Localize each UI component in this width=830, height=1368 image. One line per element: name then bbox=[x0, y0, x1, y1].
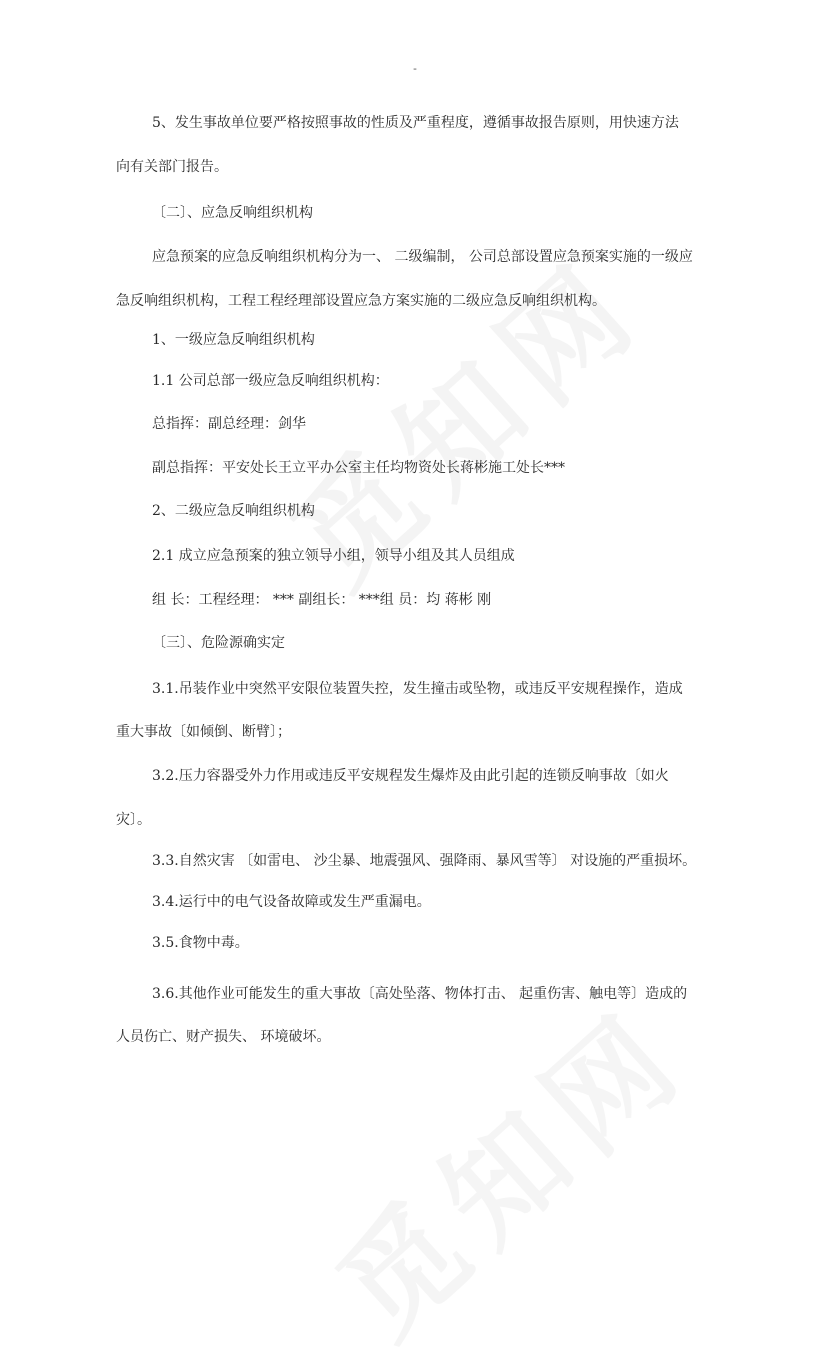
paragraph-line: 重大事故〔如倾倒、断臂〕； bbox=[116, 724, 291, 740]
section-heading: 〔二〕、应急反响组织机构 bbox=[152, 205, 313, 221]
watermark-bottom bbox=[296, 964, 719, 1368]
subsection-heading: 1、一级应急反响组织机构 bbox=[152, 332, 315, 348]
paragraph-line: 3.6.其他作业可能发生的重大事故〔高处坠落、物体打击、 起重伤害、触电等〕造成的 bbox=[152, 986, 688, 1002]
subsection-heading: 2、二级应急反响组织机构 bbox=[152, 503, 315, 519]
paragraph-line: 组 长：工程经理： *** 副组长： ***组 员：均 蒋彬 刚 bbox=[152, 592, 492, 608]
paragraph-line: 3.5.食物中毒。 bbox=[152, 935, 249, 951]
paragraph-line: 3.4.运行中的电气设备故障或发生严重漏电。 bbox=[152, 894, 431, 910]
paragraph-line: 灾〕。 bbox=[116, 812, 151, 828]
paragraph-line: 人员伤亡、财产损失、 环境破坏。 bbox=[116, 1029, 331, 1045]
paragraph-line: 3.3.自然灾害 〔如雷电、 沙尘暴、地震强风、强降雨、暴风雪等〕 对设施的严重损坏。 bbox=[152, 853, 697, 869]
paragraph-line: 3.2.压力容器受外力作用或违反平安规程发生爆炸及由此引起的连锁反响事故〔如火 bbox=[152, 768, 669, 784]
page-header-mark: - bbox=[413, 62, 417, 75]
paragraph-line: 向有关部门报告。 bbox=[116, 159, 228, 175]
paragraph-line: 1.1 公司总部一级应急反响组织机构： bbox=[152, 373, 389, 389]
paragraph-line: 应急预案的应急反响组织机构分为一、 二级编制， 公司总部设置应急预案实施的一级应 bbox=[152, 249, 693, 265]
paragraph-line: 总指挥：副总经理：剑华 bbox=[152, 416, 306, 432]
paragraph-line: 3.1.吊装作业中突然平安限位装置失控，发生撞击或坠物，或违反平安规程操作，造成 bbox=[152, 681, 683, 697]
paragraph-line: 副总指挥：平安处长王立平办公室主任均物资处长蒋彬施工处长*** bbox=[152, 460, 565, 476]
paragraph-line: 5、发生事故单位要严格按照事故的性质及严重程度，遵循事故报告原则，用快速方法 bbox=[152, 115, 679, 131]
section-heading: 〔三〕、危险源确实定 bbox=[152, 635, 285, 651]
paragraph-line: 急反响组织机构，工程工程经理部设置应急方案实施的二级应急反响组织机构。 bbox=[116, 293, 606, 309]
paragraph-line: 2.1 成立应急预案的独立领导小组，领导小组及其人员组成 bbox=[152, 548, 515, 564]
